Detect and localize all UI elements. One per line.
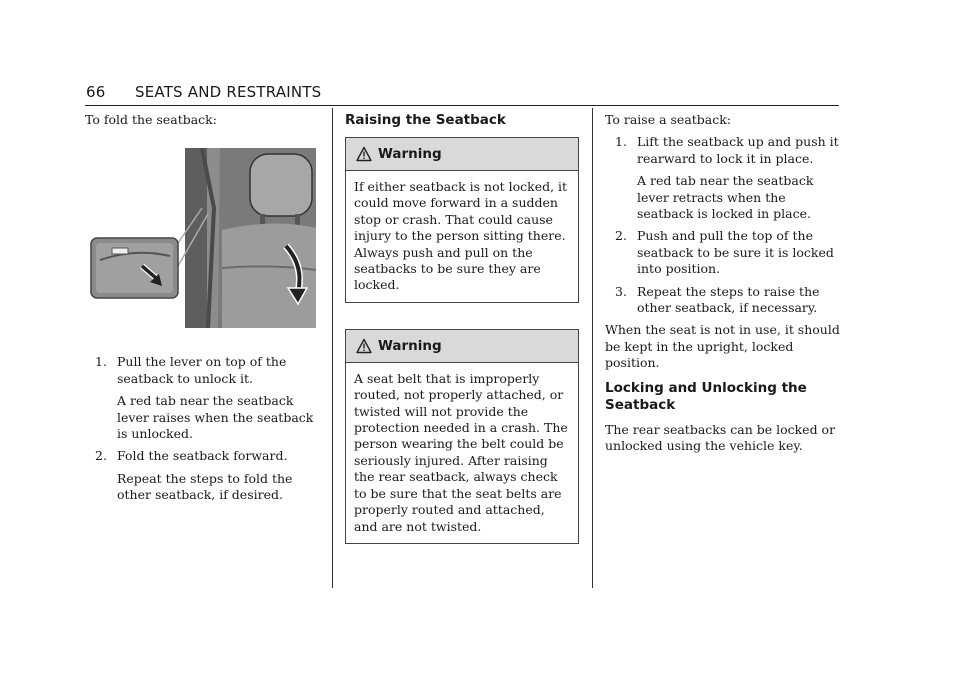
usage-note: When the seat is not in use, it should be kept in the upright, locked position. — [605, 322, 840, 371]
warning-title: Warning — [378, 337, 442, 354]
step-note: A red tab near the seatback lever retracts when the seatback is locked in place. — [637, 173, 814, 222]
column-divider — [332, 108, 333, 588]
list-item — [605, 284, 841, 317]
step-note: A red tab near the seatback lever raises when the seatback is unlocked. — [117, 393, 314, 442]
section-title: SEATS AND RESTRAINTS — [135, 83, 322, 101]
step-text: Lift the seatback up and push it rearward to lock it in place. — [637, 134, 839, 166]
step-note: Repeat the steps to fold the other seatback, if desired. — [117, 470, 293, 503]
intro-text: To raise a seatback: — [605, 112, 732, 127]
list-item — [85, 448, 321, 503]
list-item — [85, 354, 321, 442]
column-divider — [592, 108, 593, 588]
page-number: 66 — [86, 83, 106, 101]
step-number: 2. — [615, 228, 627, 244]
step-text: Pull the lever on top of the seatback to unlock it. — [117, 354, 287, 386]
step-number: 3. — [615, 283, 627, 299]
raise-steps-list — [605, 134, 841, 316]
section-heading: Raising the Seatback — [345, 112, 506, 128]
warning-triangle-icon — [356, 338, 372, 354]
step-number: 2. — [95, 448, 107, 464]
warning-title: Warning — [378, 145, 442, 162]
body-text: The rear seatbacks can be locked or unlocked using the vehicle key. — [605, 421, 836, 454]
warning-box — [345, 329, 579, 544]
section-heading: Locking and Unlocking the Seatback — [605, 379, 807, 413]
warning-header — [346, 330, 578, 363]
warning-header — [346, 138, 578, 171]
warning-text: If either seatback is not locked, it could move forward in a sudden stop or crash. That could cause injury to the person sitting there. Always push and pull on the seatbacks to be sure they are locked. — [354, 179, 568, 293]
page-header — [85, 83, 839, 106]
step-number: 1. — [615, 134, 627, 150]
warning-box — [345, 137, 579, 303]
warning-text: A seat belt that is improperly routed, not properly attached, or twisted will not provide the protection needed in a crash. The person wearing the belt could be seriously injured. After raising the rear seatback, always check to be sure that the seat belts are properly routed and attached, and are not twisted. — [354, 370, 568, 534]
right-column — [605, 112, 841, 455]
warning-triangle-icon — [356, 146, 372, 162]
step-text: Push and pull the top of the seatback to be sure it is locked into position. — [637, 228, 834, 277]
fold-steps-list — [85, 354, 321, 503]
step-number: 1. — [95, 354, 107, 370]
step-text: Repeat the steps to raise the other seatback, if necessary. — [637, 283, 820, 316]
list-item — [605, 228, 841, 277]
list-item — [605, 134, 841, 222]
middle-column — [345, 112, 579, 570]
intro-text: To fold the seatback: — [85, 112, 217, 127]
step-text: Fold the seatback forward. — [117, 448, 288, 464]
seatback-illustration — [90, 148, 316, 328]
